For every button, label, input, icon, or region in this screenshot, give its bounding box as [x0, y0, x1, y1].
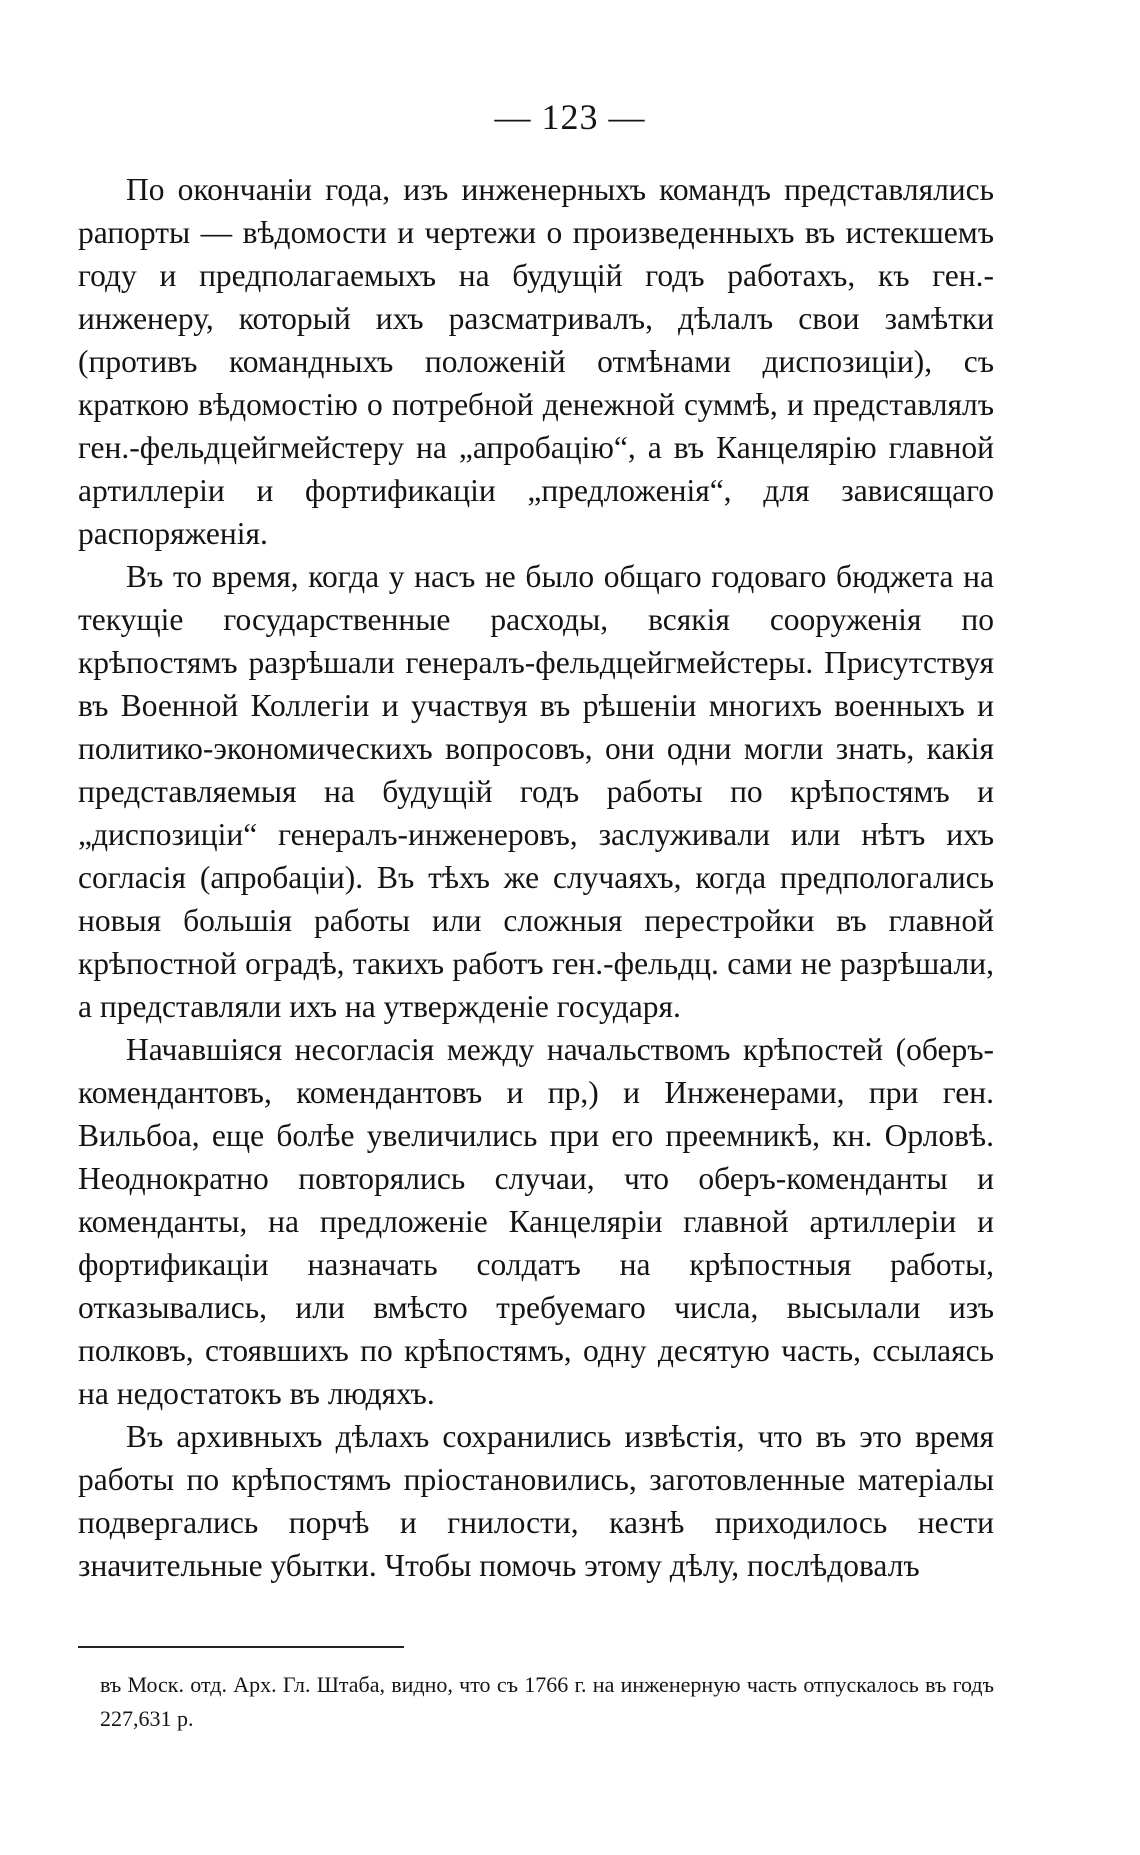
- main-text: [78, 168, 994, 1587]
- footnote-text: въ Моск. отд. Арх. Гл. Штаба, видно, что съ 1766 г. на инженерную часть отпускалось въ годъ 227,631 р.: [100, 1672, 994, 1731]
- paragraph-4: Въ архивныхъ дѣлахъ сохранились извѣстія, что въ это время работы по крѣпостямъ пріостановились, заготовленные матеріалы подвергались порчѣ и гнилости, казнѣ приходилось нести значительные убытки. Чтобы помочь этому дѣлу, послѣдовалъ: [78, 1419, 994, 1583]
- footnote: [100, 1668, 994, 1736]
- paragraph-1: По окончаніи года, изъ инженерныхъ командъ представлялись рапорты — вѣдомости и чертежи о произведенныхъ въ истекшемъ году и предполагаемыхъ на будущій годъ работахъ, къ ген.-инженеру, который ихъ разсматривалъ, дѣлалъ свои замѣтки (противъ командныхъ положеній отмѣнами диспозиціи), съ краткою вѣдомостію о потребной денежной суммѣ, и представлялъ ген.-фельдцейгмейстеру на „апробацію“, а въ Канцелярію главной артиллеріи и фортификаціи „предложенія“, для зависящаго распоряженія.: [78, 172, 994, 551]
- paragraph-2: Въ то время, когда у насъ не было общаго годоваго бюджета на текущіе государственные расходы, всякія сооруженія по крѣпостямъ разрѣшали генералъ-фельдцейгмейстеры. Присутствуя въ Военной Коллегіи и участвуя въ рѣшеніи многихъ военныхъ и политико-экономическихъ вопросовъ, они одни могли знать, какія представляемыя на будущій годъ работы по крѣпостямъ и „диспозиціи“ генералъ-инженеровъ, заслуживали или нѣтъ ихъ согласія (апробаціи). Въ тѣхъ же случаяхъ, когда предпологались новыя большія работы или сложныя перестройки въ главной крѣпостной оградѣ, такихъ работъ ген.-фельдц. сами не разрѣшали, а представляли ихъ на утвержденіе государя.: [78, 559, 994, 1024]
- paragraph-3: Начавшіяся несогласія между начальствомъ крѣпостей (оберъ-комендантовъ, комендантовъ и пр,) и Инженерами, при ген. Вильбоа, еще болѣе увеличились при его преемникѣ, кн. Орловѣ. Неоднократно повторялись случаи, что оберъ-коменданты и коменданты, на предложеніе Канцеляріи главной артиллеріи и фортификаціи назначать солдатъ на крѣпостныя работы, отказывались, или вмѣсто требуемаго числа, высылали изъ полковъ, стоявшихъ по крѣпостямъ, одну десятую часть, ссылаясь на недостатокъ въ людяхъ.: [78, 1032, 994, 1411]
- page-number: — 123 —: [494, 97, 646, 137]
- footnote-divider: [78, 1646, 404, 1648]
